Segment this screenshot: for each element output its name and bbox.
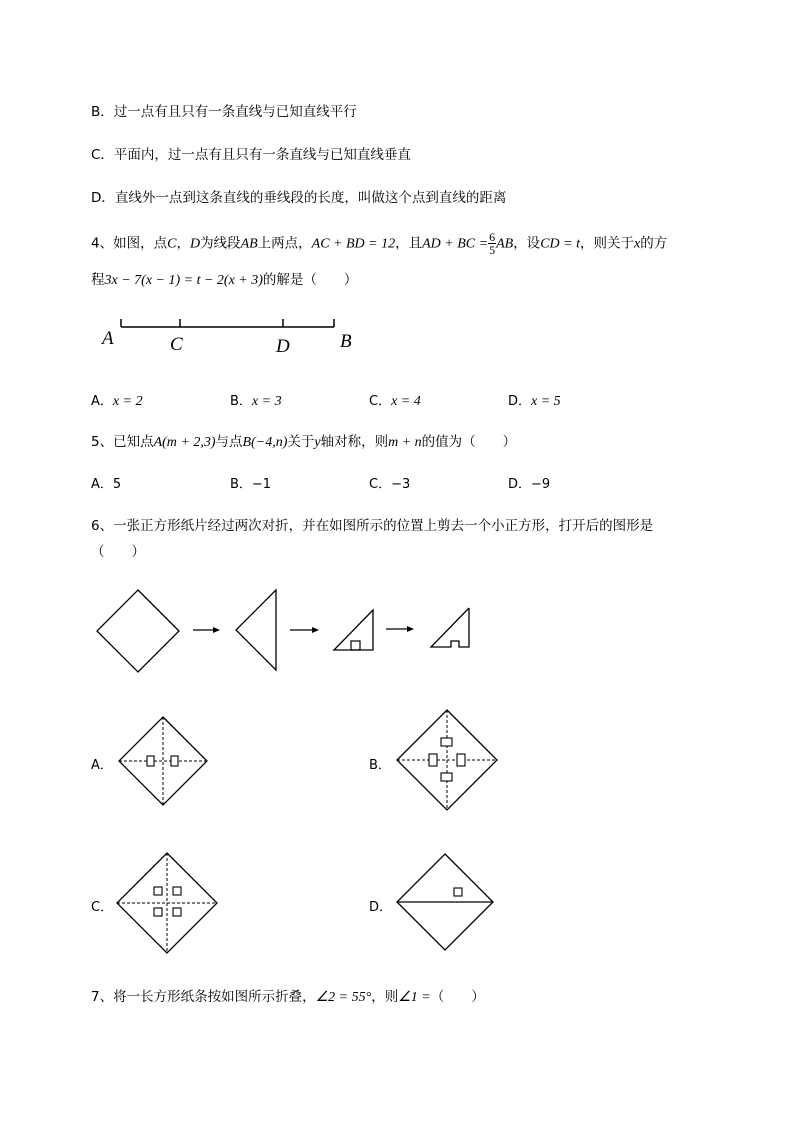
- q7-stem: 7、将一长方形纸条按如图所示折叠，∠2 = 55°，则∠1 =（ ）: [91, 989, 485, 1005]
- q6-option-c-label: C．: [91, 900, 114, 915]
- option-b-figure: [397, 710, 497, 810]
- q4-option-d: D．x = 5: [508, 394, 561, 409]
- q5-option-b: B．−1: [230, 477, 272, 492]
- q4-stem-line2: 程3x − 7(x − 1) = t − 2(x + 3)的解是（ ）: [91, 272, 358, 288]
- q7-angle2: ∠2 = 55°: [315, 990, 372, 1005]
- q4-point-c: C: [167, 236, 177, 252]
- option-a-figure: [119, 717, 207, 805]
- q4-eq-ratio-left: AD + BC =: [422, 236, 489, 252]
- q6-option-d-label: D．: [369, 900, 393, 915]
- q5-var-y: y: [314, 435, 321, 450]
- q4-eq-ratio-right: AB: [496, 236, 514, 252]
- label-c: C: [170, 334, 183, 355]
- q6-stem-line1: 6、一张正方形纸片经过两次对折，并在如图所示的位置上剪去一个小正方形，打开后的图形是: [91, 518, 654, 534]
- q4-eq-cd: CD = t: [540, 236, 580, 252]
- q4-segment-ab: AB: [240, 236, 258, 252]
- q4-eq-sum: AC + BD = 12: [311, 236, 396, 252]
- q5-stem: 5、已知点A(m + 2,3)与点B(−4,n)关于y轴对称，则m + n的值为（ ）: [91, 434, 517, 450]
- q7-angle1: ∠1 =: [398, 990, 431, 1005]
- q4-option-b: B．x = 3: [230, 394, 282, 409]
- q6-option-b-label: B．: [369, 758, 391, 773]
- option-d-figure: [397, 854, 493, 950]
- q4-option-a: A．x = 2: [91, 394, 143, 409]
- q5-m-plus-n: m + n: [388, 435, 422, 450]
- q4-equation: 3x − 7(x − 1) = t − 2(x + 3): [104, 273, 263, 288]
- q3-option-c: C．平面内，过一点有且只有一条直线与已知直线垂直: [91, 147, 411, 163]
- label-b: B: [340, 331, 352, 352]
- q5-point-b: B(−4,n): [242, 435, 288, 450]
- option-c-figure: [117, 853, 217, 953]
- q4-option-c: C．x = 4: [369, 394, 421, 409]
- q5-option-d: D．−9: [508, 477, 551, 492]
- label-a: A: [102, 328, 114, 349]
- q5-option-a: A．5: [91, 477, 122, 492]
- q4-fraction: $\frac{6}{5}$: [489, 230, 496, 257]
- q3-option-d: D．直线外一点到这条直线的垂线段的长度，叫做这个点到直线的距离: [91, 190, 507, 206]
- q6-option-a-label: A．: [91, 758, 113, 773]
- q6-stem-line2: （ ）: [91, 544, 145, 560]
- q5-point-a: A(m + 2,3): [153, 435, 216, 450]
- q5-option-c: C．−3: [369, 477, 411, 492]
- q4-stem-line1: 4、如图，点C，D为线段AB上两点，AC + BD = 12，且AD + BC = $\frac{6}{5}$ AB，设CD = t，则关于x的方: [91, 230, 668, 257]
- q4-point-d: D: [189, 236, 201, 252]
- q3-option-b: B．过一点有且只有一条直线与已知直线平行: [91, 104, 357, 120]
- q4-var-x: x: [633, 236, 641, 252]
- label-d: D: [276, 336, 290, 357]
